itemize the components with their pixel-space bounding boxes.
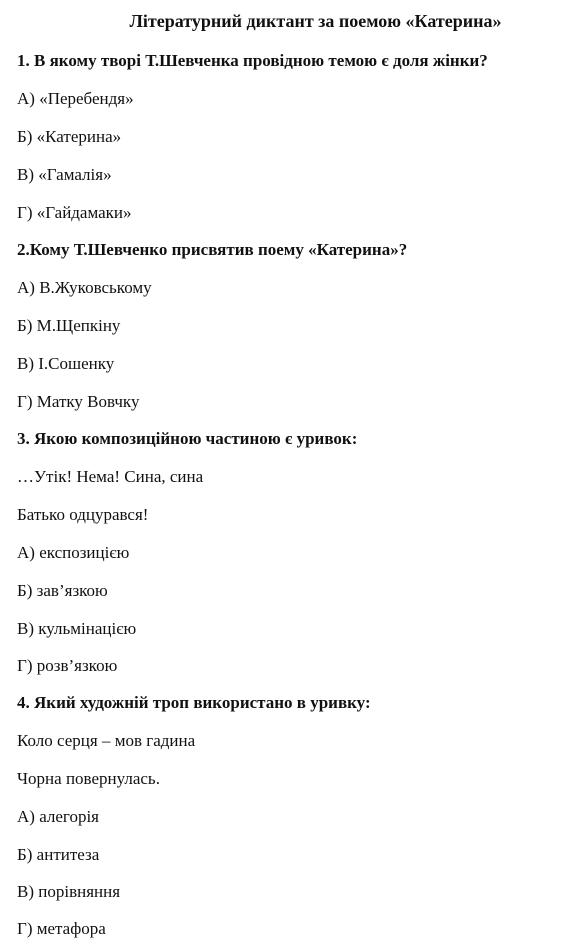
- q3-option-a: А) експозицією: [17, 543, 130, 562]
- q4-option-d: Г) метафора: [17, 919, 106, 938]
- question-1: 1. В якому творі Т.Шевченка провідною темою є доля жінки?: [17, 51, 488, 70]
- q2-option-d: Г) Матку Вовчку: [17, 392, 140, 411]
- q1-option-c: В) «Гамалія»: [17, 165, 112, 184]
- question-4: 4. Який художній троп використано в уривку:: [17, 693, 371, 712]
- page-title: Літературний диктант за поемою «Катерина»: [129, 11, 502, 31]
- q2-option-b: Б) М.Щепкіну: [17, 316, 121, 335]
- q4-quote-line-2: Чорна повернулась.: [17, 769, 160, 788]
- q1-option-b: Б) «Катерина»: [17, 127, 122, 146]
- question-2: 2.Кому Т.Шевченко присвятив поему «Катерина»?: [17, 240, 408, 259]
- q3-quote-line-1: …Утік! Нема! Сина, сина: [17, 467, 204, 486]
- q4-option-a: А) алегорія: [17, 807, 100, 826]
- q3-option-d: Г) розв’язкою: [17, 656, 118, 675]
- q3-quote-line-2: Батько одцурався!: [17, 505, 149, 524]
- q3-option-b: Б) зав’язкою: [17, 581, 108, 600]
- q2-option-c: В) І.Сошенку: [17, 354, 115, 373]
- q4-option-c: В) порівняння: [17, 882, 121, 901]
- q1-option-a: А) «Перебендя»: [17, 89, 134, 108]
- question-3: 3. Якою композиційною частиною є уривок:: [17, 429, 358, 448]
- q1-option-d: Г) «Гайдамаки»: [17, 203, 132, 222]
- q4-quote-line-1: Коло серця – мов гадина: [17, 731, 196, 750]
- q3-option-c: В) кульмінацією: [17, 619, 137, 638]
- q4-option-b: Б) антитеза: [17, 845, 100, 864]
- q2-option-a: А) В.Жуковському: [17, 278, 152, 297]
